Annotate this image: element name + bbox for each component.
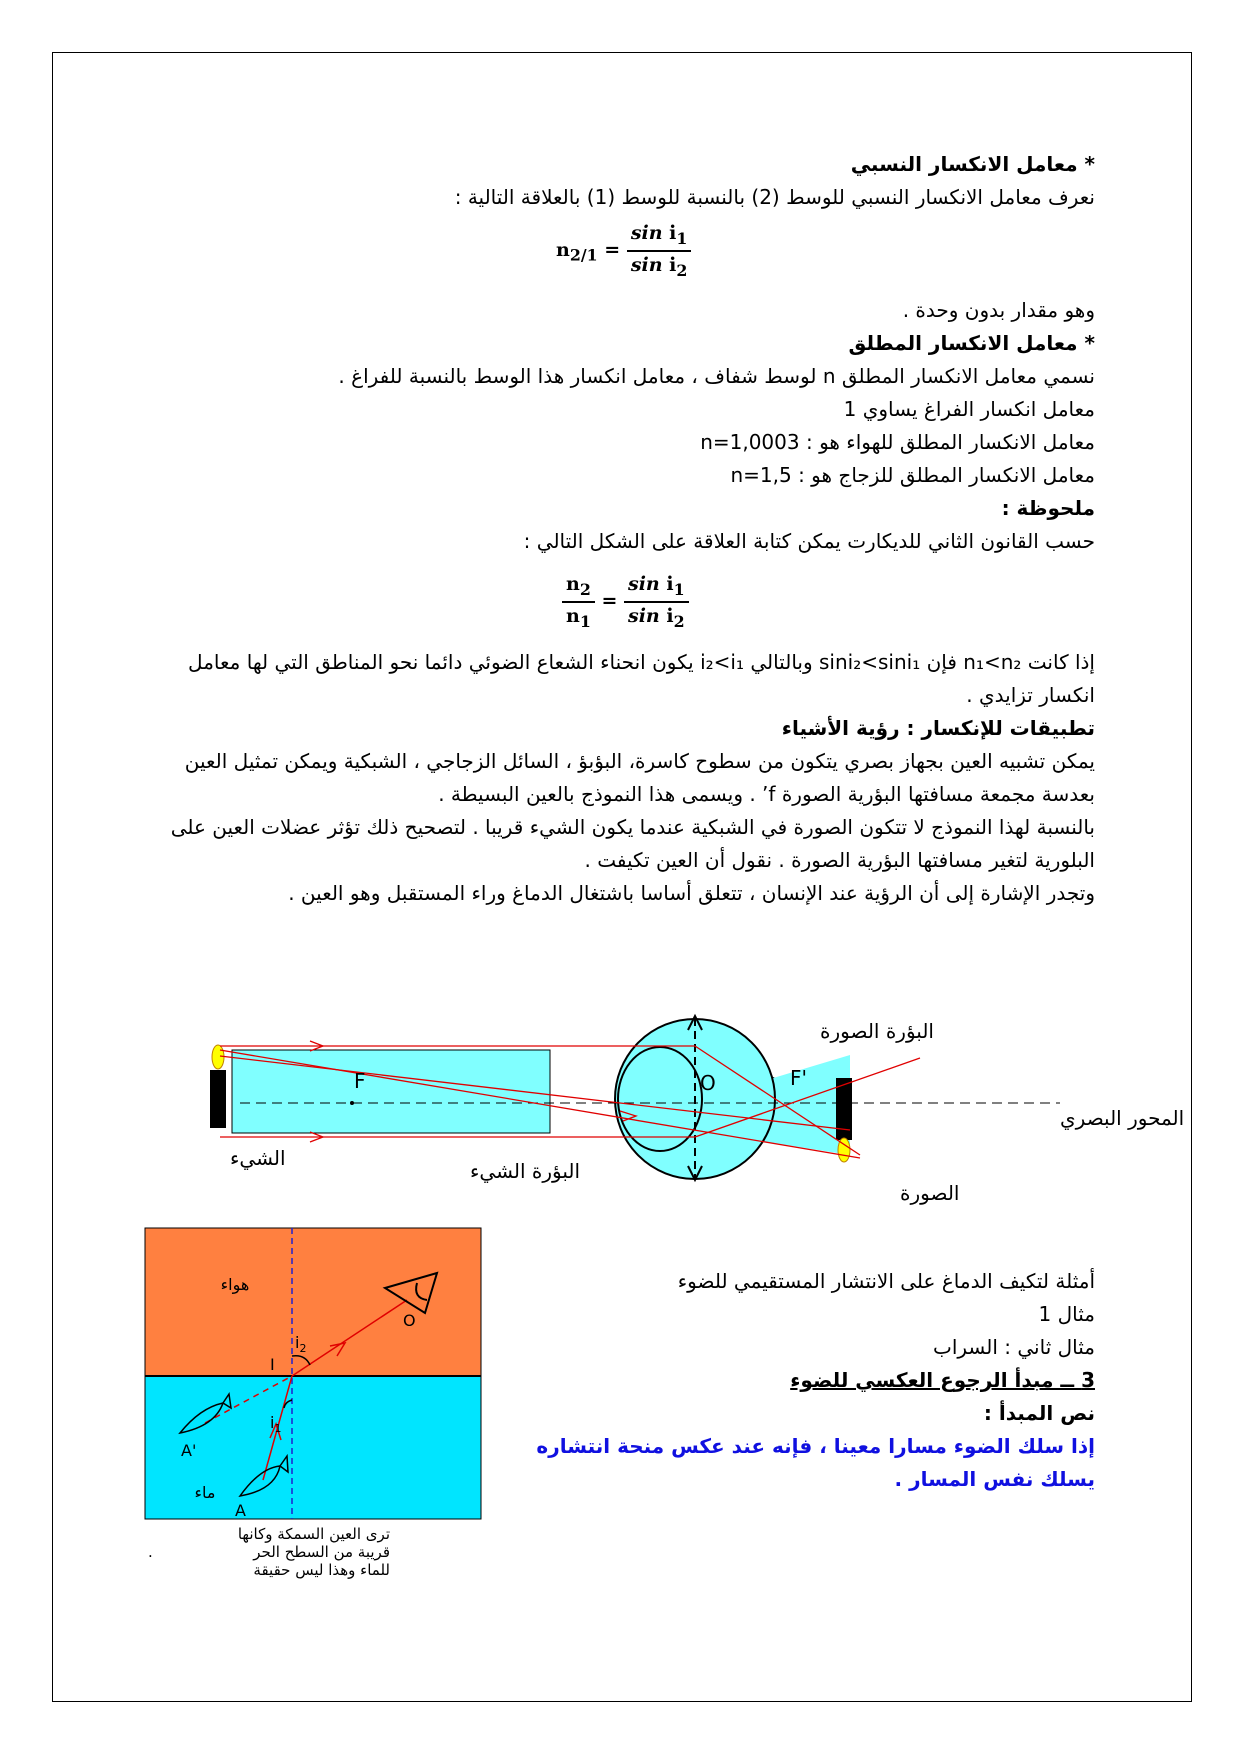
object-flame (212, 1045, 224, 1069)
vacuum-index: معامل انكسار الفراغ يساوي 1 (843, 397, 1095, 421)
absolute-index-definition: نسمي معامل الانكسار المطلق n لوسط شفاف ، معامل انكسار هذا الوسط بالنسبة للفراغ . (338, 364, 1095, 388)
focal-point-F (350, 1101, 354, 1105)
relative-index-definition: نعرف معامل الانكسار النسبي للوسط (2) بالنسبة للوسط (1) بالعلاقة التالية : (454, 185, 1095, 209)
heading-reverse-principle: 3 ــ مبدأ الرجوع العكسي للضوء (790, 1368, 1095, 1392)
fraction-sin: $\frac{\sin i_1}{\sin i_2}$ (627, 222, 692, 280)
fish-diagram (145, 1228, 485, 1523)
principle-label: نص المبدأ : (983, 1401, 1095, 1425)
fraction-n: $\frac{n_2}{n_1}$ (562, 573, 595, 631)
fish-caption: ترى العين السمكة وكانها قريبة من السطح الحر للماء وهذا ليس حقيقة (237, 1525, 390, 1579)
label-eye-O: O (403, 1311, 416, 1330)
label-water: ماء (194, 1483, 216, 1502)
label-object-focus: البؤرة الشيء (470, 1159, 581, 1183)
air-index: معامل الانكسار المطلق للهواء هو : n=1,0003 (700, 430, 1095, 454)
fraction-sin-2: $\frac{\sin i_1}{\sin i_2}$ (624, 573, 689, 631)
note-paragraph: إذا كانت n₁<n₂ فإن sini₂<sini₁ وبالتالي i₂<i₁ يكون انحناء الشعاع الضوئي دائما نحو المناطق التي لها معامل انكسار تزايدي . (188, 650, 1095, 707)
eye-model-paragraph: يمكن تشبيه العين بجهاز بصري يتكون من سطوح كاسرة، البؤبؤ ، السائل الزجاجي ، الشبكية ويمكن تمثيل العين بعدسة مجمعة مسافتها البؤرية الصورة f’ . ويسمى هذا النموذج بالعين البسيطة . (184, 749, 1095, 806)
equation-relative-index: $n_{2/1}$ = $\frac{\sin i_1}{\sin i_2}$ (556, 222, 691, 280)
equation-snell: $\frac{n_2}{n_1}$ = $\frac{\sin i_1}{\sin i_2}$ (562, 573, 689, 631)
label-i2: $i_2$ (295, 1333, 307, 1355)
label-A-prime: A' (181, 1441, 197, 1460)
note-intro: حسب القانون الثاني للديكارت يمكن كتابة العلاقة على الشكل التالي : (523, 529, 1095, 553)
air-region (145, 1228, 481, 1376)
section-relative-index (155, 148, 1095, 214)
heading-relative-index: * معامل الانكسار النسبي (850, 152, 1095, 176)
label-F: F (354, 1069, 366, 1093)
unitless-note: وهو مقدار بدون وحدة . (902, 298, 1095, 322)
label-optical-axis: المحور البصري (1060, 1106, 1185, 1130)
caption-dot: . (148, 1543, 153, 1561)
examples-heading: أمثلة لتكيف الدماغ على الانتشار المستقيمي للضوء (677, 1269, 1095, 1293)
object-bar (210, 1070, 226, 1128)
heading-absolute-index: * معامل الانكسار المطلق (848, 331, 1095, 355)
label-image: الصورة (900, 1181, 960, 1205)
example-1: مثال 1 (1038, 1302, 1095, 1326)
label-image-focus: البؤرة الصورة (820, 1019, 934, 1043)
heading-note: ملحوظة : (1001, 496, 1095, 520)
brain-paragraph: وتجدر الإشارة إلى أن الرؤية عند الإنسان ، تتعلق أساسا باشتغال الدماغ وراء المستقبل وهو العين . (288, 881, 1095, 905)
principle-text: إذا سلك الضوء مسارا معينا ، فإنه عند عكس منحة انتشاره يسلك نفس المسار . (536, 1434, 1095, 1491)
label-air: هواء (220, 1275, 250, 1294)
examples-and-principle (520, 1265, 1095, 1496)
label-O: O (700, 1071, 716, 1095)
glass-index: معامل الانكسار المطلق للزجاج هو : n=1,5 (730, 463, 1095, 487)
label-F-prime: F' (790, 1066, 808, 1090)
label-i1: $i_1$ (270, 1413, 282, 1435)
eye-diagram (160, 1000, 1185, 1210)
label-I: I (270, 1355, 275, 1374)
example-2: مثال ثاني : السراب (933, 1335, 1095, 1359)
label-object: الشيء (230, 1146, 286, 1170)
accommodation-paragraph: بالنسبة لهذا النموذج لا تتكون الصورة في الشبكية عندما يكون الشيء قريبا . لتصحيح ذلك تؤثر عضلات العين على البلورية لتغير مسافتها البؤرية الصورة . نقول أن العين تكيفت . (170, 815, 1095, 872)
heading-applications: تطبيقات للإنكسار : رؤية الأشياء (781, 716, 1095, 740)
section-applications (155, 646, 1095, 910)
section-absolute-index (155, 294, 1095, 558)
label-A: A (235, 1501, 246, 1520)
